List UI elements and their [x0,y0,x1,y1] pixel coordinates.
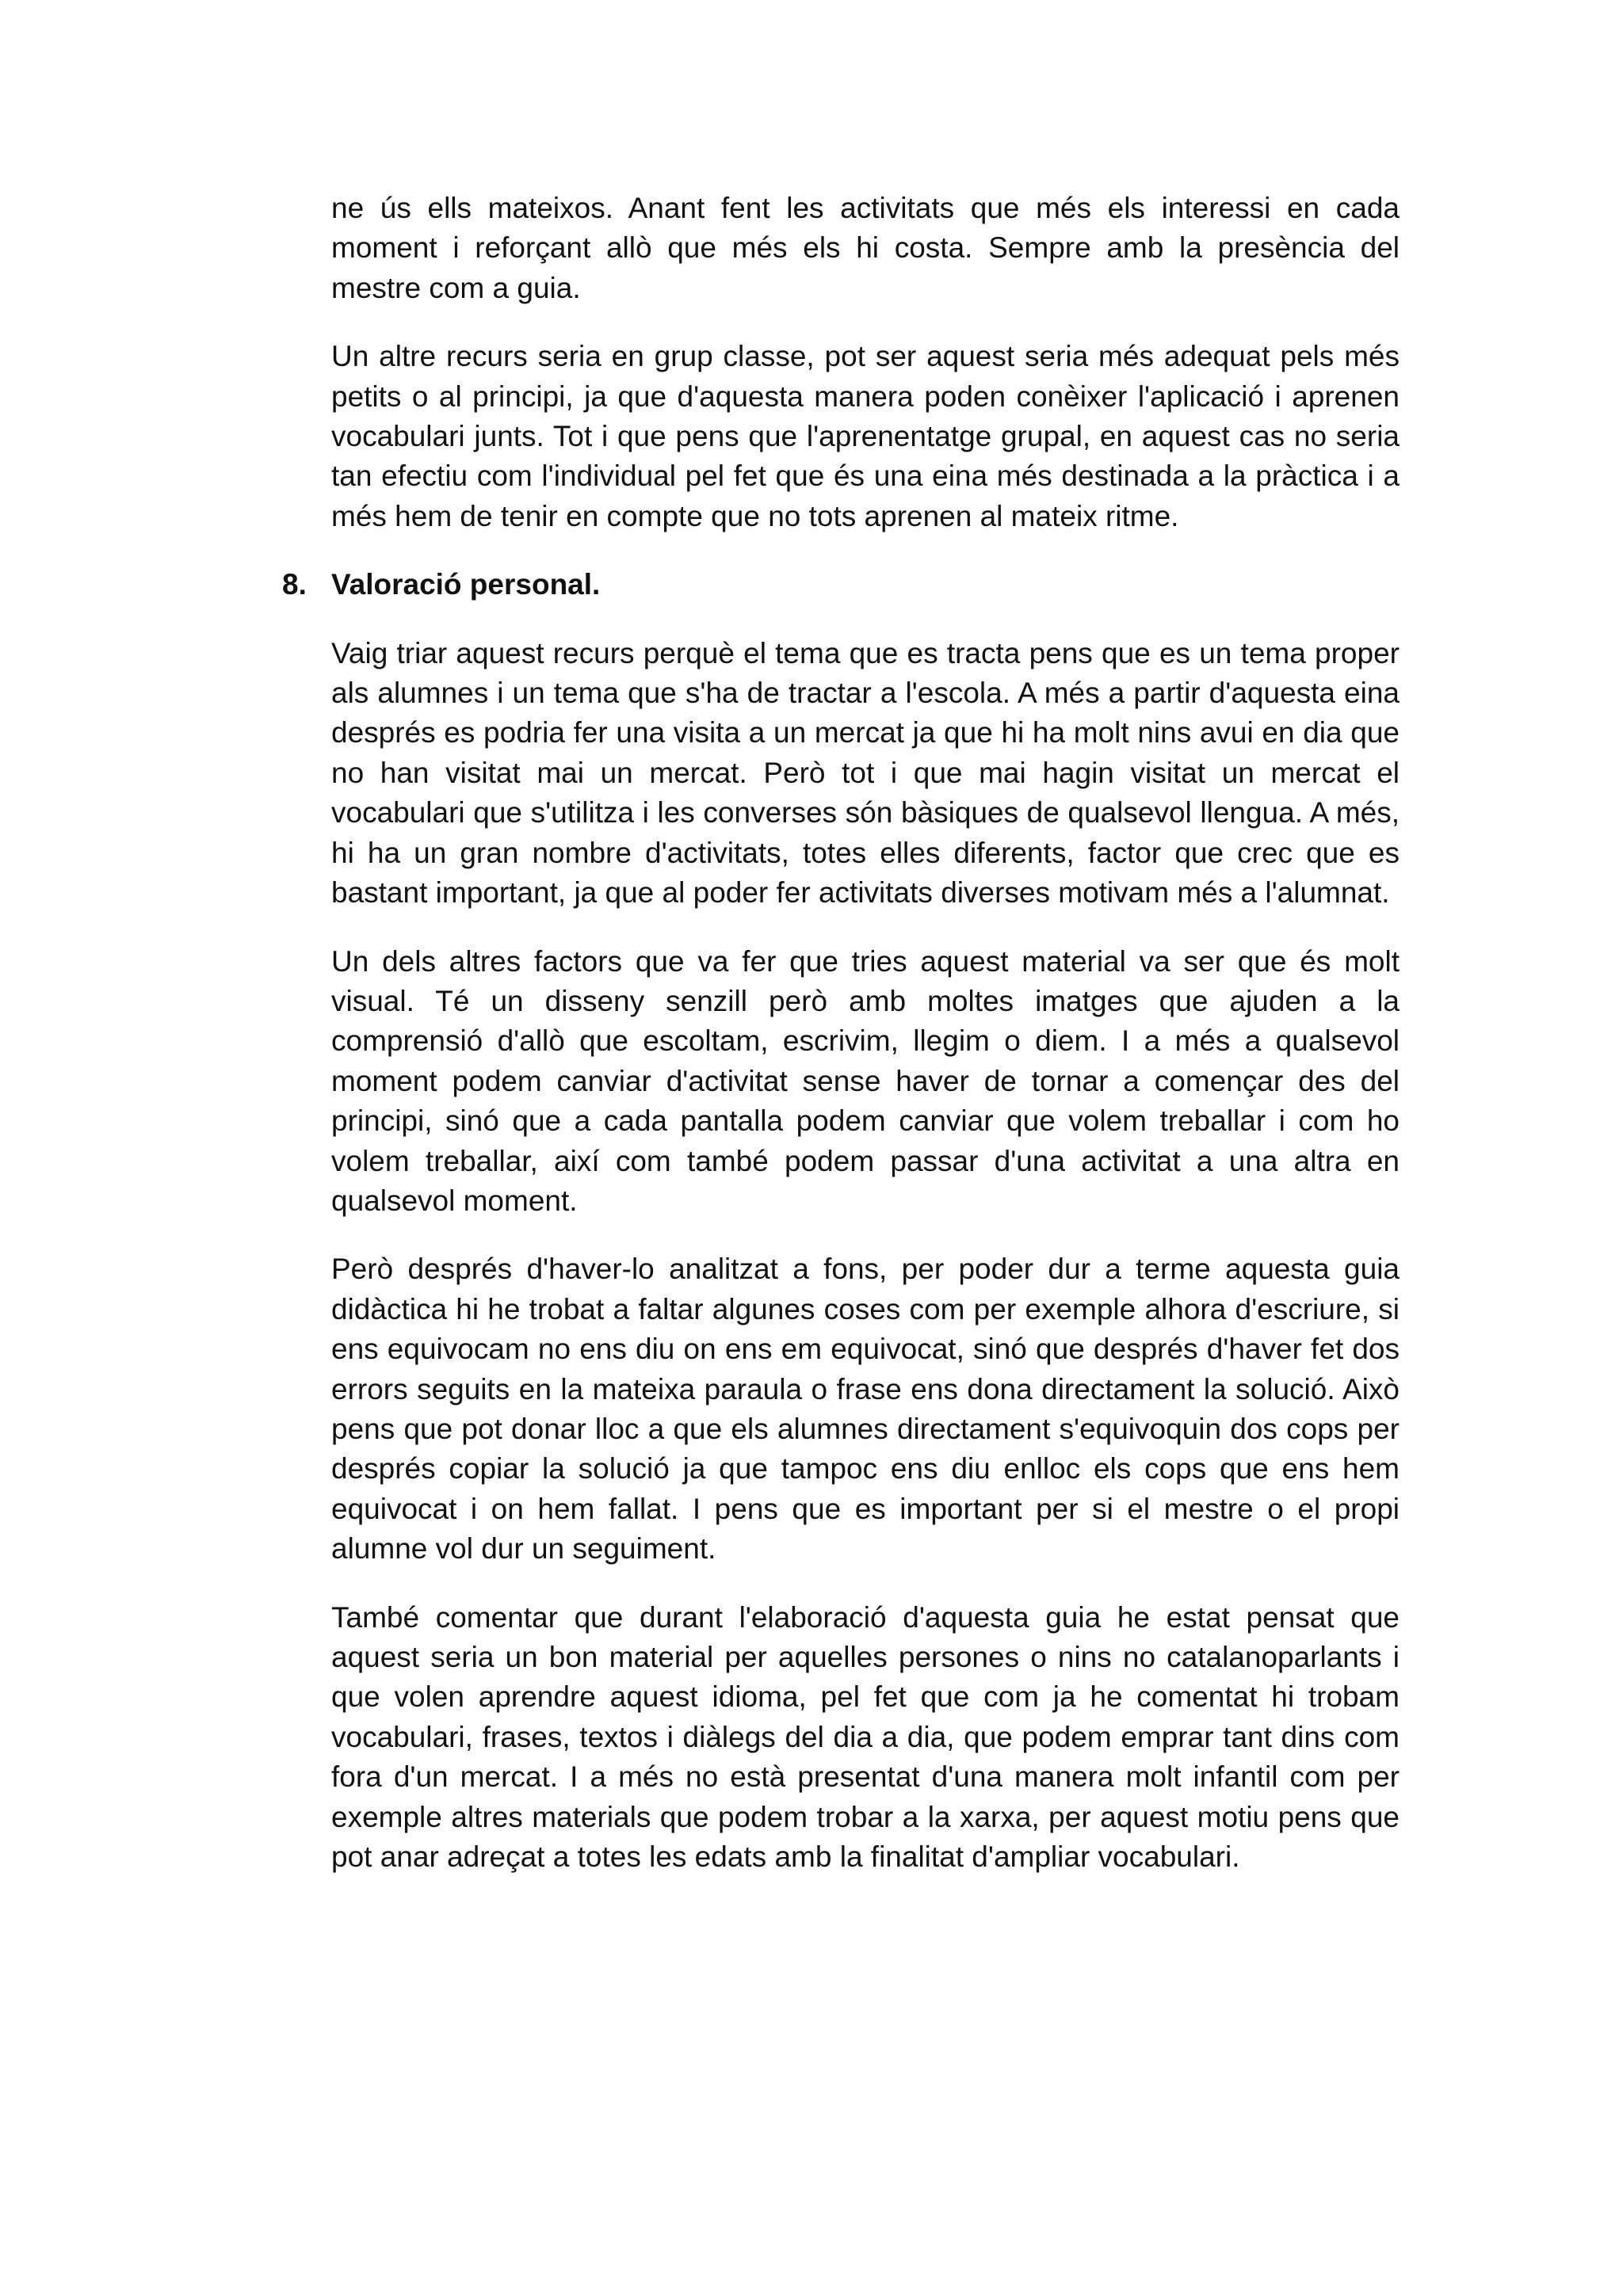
paragraph-choice-reason: Vaig triar aquest recurs perquè el tema que es tracta pens que es un tema proper als alumnes i un tema que s'ha de tractar a l'escola. A més a partir d'aquesta eina després es podria fer una visita a un mercat ja que hi ha molt nins avui en dia que no han visitat mai un mercat. Però tot i que mai hagin visitat un mercat el vocabulari que s'utilitza i les converses són bàsiques de qualsevol llengua. A més, hi ha un gran nombre d'activitats, totes elles diferents, factor que crec que es bastant important, ja que al poder fer activitats diverses motivam més a l'alumnat. [331,636,1400,910]
paragraph-visual-factor: Un dels altres factors que va fer que tries aquest material va ser que és molt visual. Té un disseny senzill però amb moltes imatges que ajuden a la comprensió d'allò que escoltam, escrivim, llegim o diem. I a més a qualsevol moment podem canviar d'activitat sense haver de tornar a començar des del principi, sinó que a cada pantalla podem canviar que volem treballar i com ho volem treballar, així com també podem passar d'una activitat a una altra en qualsevol moment. [331,944,1400,1217]
document-body [282,189,1400,1905]
section-number: 8. [282,568,307,601]
paragraph-target-audience: També comentar que durant l'elaboració d'aquesta guia he estat pensat que aquest seria un bon material per aquelles persones o nins no catalanoparlants i que volen aprendre aquest idioma, pel fet que com ja he comentat hi trobam vocabulari, frases, textos i diàlegs del dia a dia, que podem emprar tant dins com fora d'un mercat. I a més no està presentat d'una manera molt infantil com per exemple altres materials que podem trobar a la xarxa, per aquest motiu pens que pot anar adreçat a totes les edats amb la finalitat d'ampliar vocabulari. [331,1600,1400,1874]
paragraph-shortcomings: Però després d'haver-lo analitzat a fons, per poder dur a terme aquesta guia didàctica hi he trobat a faltar algunes coses com per exemple alhora d'escriure, si ens equivocam no ens diu on ens em equivocat, sinó que després d'haver fet dos errors seguits en la mateixa paraula o frase ens dona directament la solució. Això pens que pot donar lloc a que els alumnes directament s'equivoquin dos cops per després copiar la solució ja que tampoc ens diu enlloc els cops que ens hem equivocat i on hem fallat. I pens que es important per si el mestre o el propi alumne vol dur un seguiment. [331,1253,1400,1566]
paragraph-group-class: Un altre recurs seria en grup classe, pot ser aquest seria més adequat pels més petits o al principi, ja que d'aquesta manera poden conèixer l'aplicació i aprenen vocabulari junts. Tot i que pens que l'aprenentatge grupal, en aquest cas no seria tan efectiu com l'individual pel fet que és una eina més destinada a la pràctica i a més hem de tenir en compte que no tots aprenen al mateix ritme. [331,340,1400,532]
paragraph-continuation: ne ús ells mateixos. Anant fent les activitats que més els interessi en cada moment i reforçant allò que més els hi costa. Sempre amb la presència del mestre com a guia. [331,192,1400,304]
section-title: Valoració personal. [331,568,601,601]
section-heading [282,565,1400,605]
